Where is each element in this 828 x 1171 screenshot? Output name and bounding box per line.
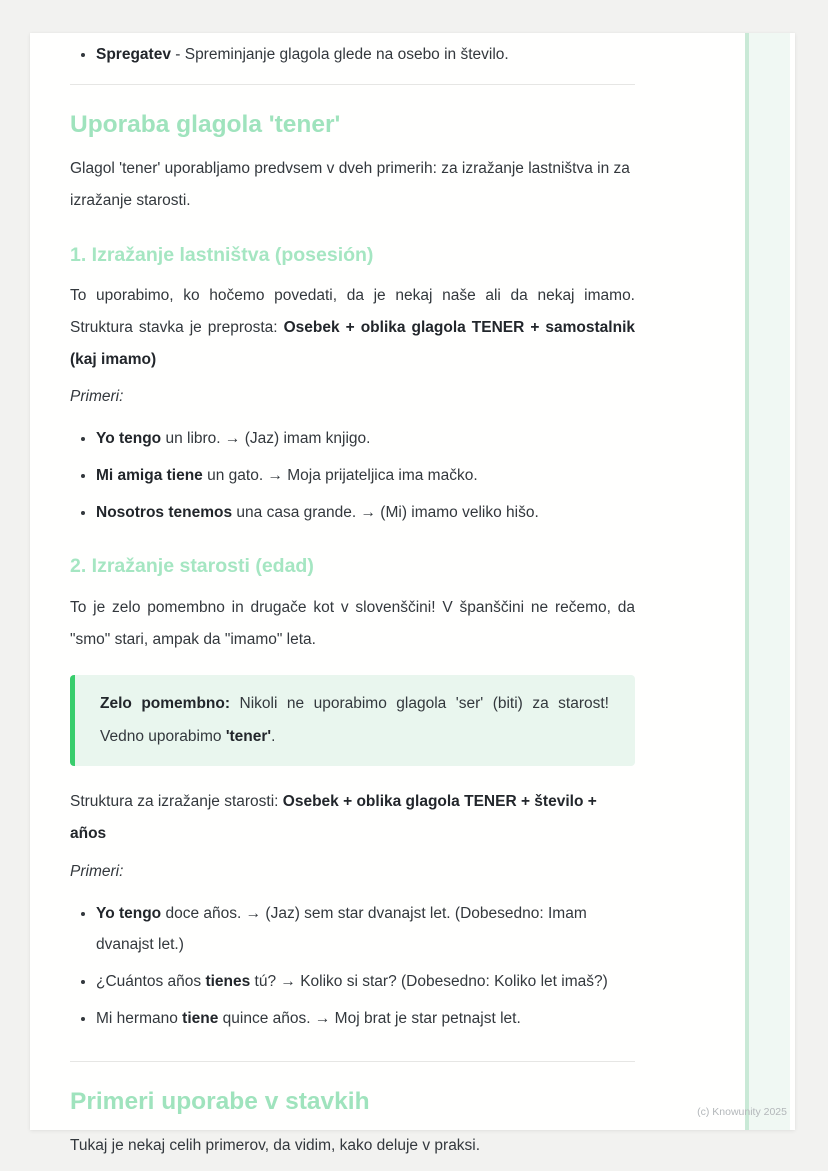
page-content (70, 33, 635, 1162)
callout-bold-tail: 'tener' (225, 727, 272, 745)
example-pre: ¿Cuántos años (96, 973, 206, 991)
example-text: una casa grande. → (Mi) imamo veliko hišo. (232, 503, 539, 521)
example-bold: tienes (205, 973, 251, 991)
examples-list-age (70, 898, 635, 1035)
list-item-term: Spregatev (96, 46, 171, 63)
page-accent-stripe-fill (749, 33, 790, 1130)
example-bold: Yo tengo (96, 430, 162, 448)
example-item (96, 460, 635, 492)
example-bold: Mi amiga tiene (96, 466, 203, 484)
example-bold: tiene (182, 1009, 219, 1027)
paragraph-bold-formula: Osebek + oblika glagola TENER + število + años (70, 793, 597, 843)
example-pre: Mi hermano (96, 1009, 183, 1027)
paragraph-sentence-examples-intro: Tukaj je nekaj celih primerov, da vidim, kako deluje v praksi. (70, 1137, 481, 1155)
example-text: doce años. → (Jaz) sem star dvanajst let. (Dobesedno: Imam dvanajst let.) (96, 904, 587, 954)
page-accent-stripe-line (745, 33, 749, 1130)
paragraph-text: Struktura za izražanje starosti: (70, 793, 283, 811)
examples-list-possession (70, 423, 635, 528)
example-item (96, 966, 635, 998)
document-page (30, 33, 795, 1155)
example-bold: Nosotros tenemos (96, 503, 233, 521)
important-callout (70, 675, 635, 766)
section-title-sentence-examples: Primeri uporabe v stavkih (70, 1087, 370, 1115)
definition-list (70, 39, 635, 71)
footer-copyright: (c) Knowunity 2025 (697, 1106, 787, 1118)
example-text: tú? → Koliko si star? (Dobesedno: Koliko let imaš?) (250, 973, 608, 991)
callout-text: Nikoli ne uporabimo glagola 'ser' (biti) za starost! Vedno uporabimo (100, 695, 609, 745)
example-item (96, 423, 635, 455)
divider (70, 1061, 635, 1062)
example-text: un gato. → Moja prijateljica ima mačko. (202, 466, 478, 484)
example-item (96, 898, 635, 962)
divider (70, 84, 635, 85)
paragraph-usage-intro: Glagol 'tener' uporabljamo predvsem v dveh primerih: za izražanje lastništva in za izražanje starosti. (70, 160, 630, 209)
list-item (96, 39, 635, 71)
section-title-usage: Uporaba glagola 'tener' (70, 110, 341, 138)
paragraph-age-intro: To je zelo pomembno in drugače kot v slovenščini! V španščini ne rečemo, da "smo" stari, ampak da "imamo" leta. (70, 598, 635, 648)
subsection-title-age: 2. Izražanje starosti (edad) (70, 555, 314, 578)
paragraph-text: To uporabimo, ko hočemo povedati, da je nekaj naše ali da nekaj imamo. Struktura stavka je preprosta: (70, 287, 635, 336)
paragraph-bold-formula: Osebek + oblika glagola TENER + samostalnik (kaj imamo) (70, 318, 635, 368)
example-bold: Yo tengo (96, 904, 162, 922)
examples-label: Primeri: (70, 388, 124, 406)
paragraph-age-structure (70, 786, 635, 850)
example-item (96, 1003, 635, 1035)
list-item-text: - Spreminjanje glagola glede na osebo in število. (170, 46, 509, 63)
example-text: un libro. → (Jaz) imam knjigo. (161, 430, 371, 448)
callout-bold-lead: Zelo pomembno: (100, 695, 231, 713)
examples-label: Primeri: (70, 862, 124, 880)
callout-text-end: . (271, 727, 276, 745)
paragraph-possession-structure (70, 280, 635, 375)
example-item (96, 497, 635, 529)
subsection-title-possession: 1. Izražanje lastništva (posesión) (70, 243, 374, 266)
example-text: quince años. → Moj brat je star petnajst let. (218, 1009, 521, 1027)
